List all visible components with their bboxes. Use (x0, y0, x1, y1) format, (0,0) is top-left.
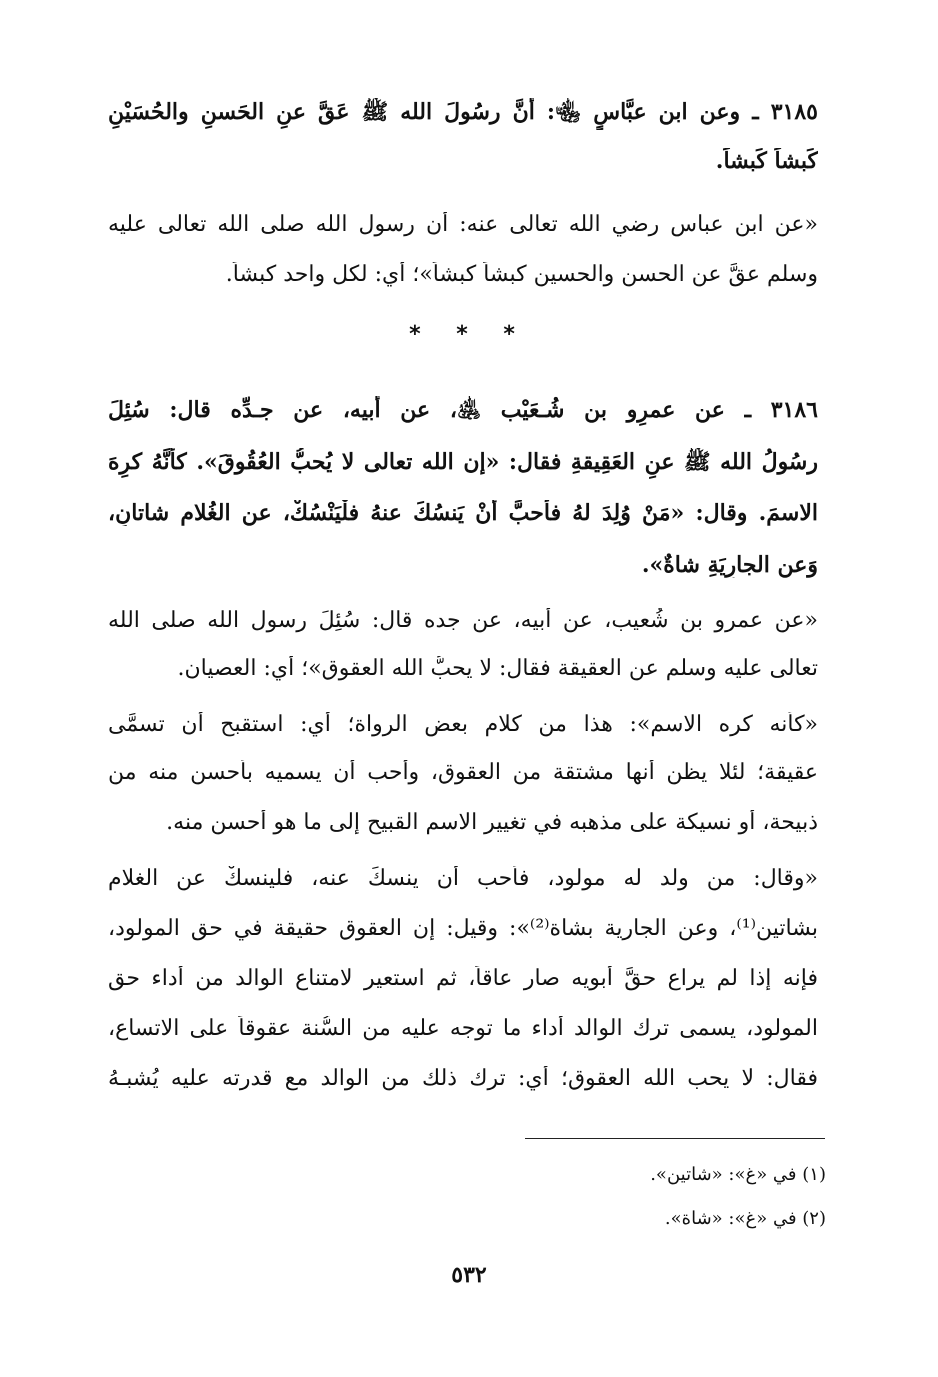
page-number: ٥٣٢ (451, 1262, 487, 1288)
text-line: رسُولُ الله ﷺ عنِ العَقِيقةِ فقال: «إن الله تعالى لا يُحبُّ العُقُوقَ». كأنَّهُ كرِهَ (108, 449, 818, 475)
text-line: الاسمَ. وقال: «مَنْ وُلِدَ لهُ فأَحبَّ أنْ يَنسُكَ عنهُ فلْيَنْسُكْ، عنِ الغُلامِ شاتانِ، (108, 500, 818, 526)
text-line: كَبشاً كَبشاً. (715, 148, 818, 174)
footnote-2: (٢) في «غ»: «شاة». (664, 1208, 826, 1229)
text-line: وَعنِ الجارِيَةِ شاةٌ». (641, 552, 818, 578)
text-line: وسلم عقَّ عن الحسن والحسين كبشاً كبشاً»؛ أي: لكل واحد كبشاً. (225, 262, 818, 287)
footnote-1: (١) في «غ»: «شاتين». (650, 1164, 826, 1185)
text-line: عقيقة؛ لئلا يظن أنها مشتقة من العقوق، وأحب أن يسميه بأحسن منه من (108, 760, 818, 785)
text-line: بشاتين⁽¹⁾، وعن الجارية بشاة⁽²⁾»: وقيل: إن العقوق حقيقة في حق المولود، (108, 916, 818, 941)
text-line: فإنه إذا لم يراعِ حقَّ أبويه صار عاقاً، ثم استعير لامتناع الوالد من أداء حق (108, 966, 818, 991)
text-line: «وقال: من ولد له مولود، فأحب أن ينسكَ عنه، فلينسكْ عن الغلام (108, 866, 818, 891)
text-line: «عن عمرو بن شُعيب، عن أبيه، عن جده قال: سُئِلَ رسول الله صلى الله (108, 608, 818, 633)
footnote-divider (525, 1138, 825, 1139)
text-line: ٣١٨٦ ـ عن عمرِو بن شُـعَيْب ﵁، عن أبيه، عن جـدِّه قال: سُئِلَ (108, 397, 818, 423)
text-line: «عن ابن عباس رضي الله تعالى عنه: أن رسول الله صلى الله تعالى عليه (108, 212, 818, 237)
text-line: ٣١٨٥ ـ وعن ابن عبَّاسٍ ﵄: أنَّ رسُولَ الله ﷺ عَقَّ عنِ الحَسنِ والحُسَيْنِ (108, 99, 818, 125)
text-line: تعالى عليه وسلم عن العقيقة فقال: لا يحبُّ الله العقوق»؛ أي: العصيان. (177, 656, 818, 681)
text-line: فقال: لا يحب الله العقوق؛ أي: ترك ذلك من الوالد مع قدرته عليه يُشبـهُ (108, 1066, 818, 1091)
text-line: ذبيحة، أو نسيكة على مذهبه في تغيير الاسم القبيح إلى ما هو أحسن منه. (166, 810, 818, 835)
text-line: المولود، يسمى ترك الوالد أداء ما توجه عليه من السُّنة عقوقاً على الاتساع، (108, 1016, 818, 1041)
text-line: «كأنه كره الاسم»: هذا من كلام بعض الرواة؛ أي: استقبح أن تسمَّى (108, 712, 818, 737)
section-separator: * * * (409, 322, 529, 347)
